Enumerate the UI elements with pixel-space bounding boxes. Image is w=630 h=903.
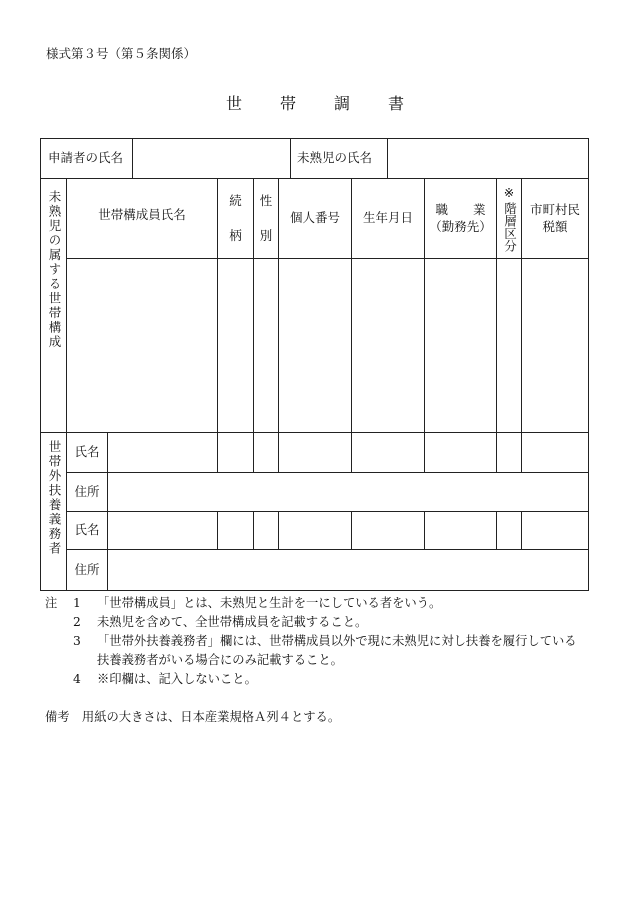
applicant-name-label: 申請者の氏名 bbox=[48, 150, 124, 166]
household-member-entry-area[interactable] bbox=[67, 259, 588, 432]
col-class: ※ 階層区分 bbox=[502, 185, 518, 252]
col-member-name: 世帯構成員氏名 bbox=[98, 207, 186, 222]
supporter2-address-label: 住所 bbox=[74, 561, 100, 577]
column-divider-number-2 bbox=[278, 511, 279, 549]
supporters-side-label: 世帯外扶養義務者 bbox=[46, 440, 62, 556]
col-birth-date: 生年月日 bbox=[362, 210, 413, 226]
page-title: 世帯調書 bbox=[225, 94, 442, 113]
applicant-value-divider bbox=[290, 138, 291, 178]
col-occupation: 職 業 （勤務先） bbox=[429, 201, 492, 234]
note-item: 注 1 「世帯構成員」とは、未熟児と生計を一にしている者をいう。 bbox=[45, 594, 577, 613]
supporter2-address-field[interactable] bbox=[108, 550, 588, 590]
supporter1-name-field[interactable] bbox=[108, 433, 217, 472]
household-side-label: 未熟児の属する世帯構成 bbox=[46, 190, 62, 350]
supporter1-address-label: 住所 bbox=[74, 483, 100, 499]
col-relation: 続 柄 bbox=[229, 192, 242, 243]
note-item: 3 「世帯外扶養義務者」欄には、世帯構成員以外で現に未熟児に対し扶養を履行している扶養義務者がいる場合にのみ記載すること。 bbox=[73, 634, 577, 667]
asterisk-mark: ※ bbox=[503, 185, 515, 201]
column-divider-birth-2 bbox=[351, 511, 352, 549]
supporter2-name-label: 氏名 bbox=[74, 522, 100, 538]
col-municipal-tax: 市町村民 税額 bbox=[529, 201, 580, 234]
applicant-name-field[interactable] bbox=[133, 139, 290, 178]
notes bbox=[45, 594, 577, 689]
supporter1-name-label: 氏名 bbox=[74, 444, 100, 460]
form-number: 様式第３号（第５条関係） bbox=[46, 46, 197, 61]
note-item: 4 ※印欄は、記入しないこと。 bbox=[73, 672, 257, 686]
table-right-border bbox=[588, 138, 589, 591]
column-divider-tax-2 bbox=[521, 511, 522, 549]
notes-heading: 注 bbox=[45, 596, 58, 610]
remark: 備考 用紙の大きさは、日本産業規格Ａ列４とする。 bbox=[45, 710, 341, 724]
col-sex: 性 別 bbox=[259, 192, 273, 243]
note-item: 2 未熟児を含めて、全世帯構成員を記載すること。 bbox=[73, 615, 368, 629]
child-name-label: 未熟児の氏名 bbox=[297, 150, 373, 166]
column-divider-class-2 bbox=[496, 511, 497, 549]
column-divider-occupation-2 bbox=[424, 511, 425, 549]
supporter2-name-field[interactable] bbox=[108, 512, 217, 549]
column-divider-sex-2 bbox=[253, 511, 254, 549]
column-divider-relation-2 bbox=[217, 511, 218, 549]
table-bottom-border bbox=[40, 590, 589, 591]
supporter1-address-field[interactable] bbox=[108, 473, 588, 511]
col-individual-number: 個人番号 bbox=[289, 210, 340, 226]
child-name-field[interactable] bbox=[388, 139, 588, 178]
